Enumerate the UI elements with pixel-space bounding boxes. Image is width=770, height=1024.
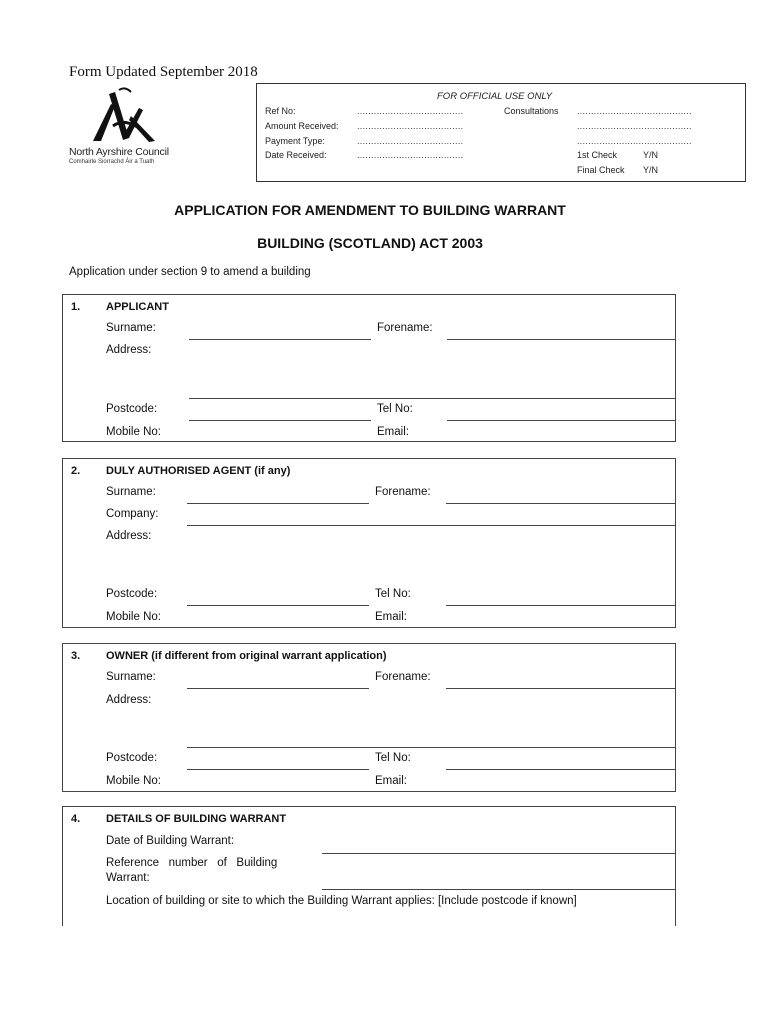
agent-postcode-field[interactable] [187,605,369,606]
agent-email-label: Email: [375,611,407,623]
owner-surname-field[interactable] [187,688,369,689]
payment-type-label: Payment Type: [265,136,325,146]
applicant-forename-field[interactable] [447,339,676,340]
agent-tel-field[interactable] [446,605,676,606]
warrant-reference-label: Reference number of Building [106,857,278,869]
section-applicant [62,294,676,442]
first-check-yn: Y/N [643,150,659,160]
owner-email-label: Email: [375,775,407,787]
owner-forename-field[interactable] [446,688,676,689]
section-1-title: APPLICANT [106,301,169,313]
applicant-address-field[interactable] [189,398,676,399]
act-title: BUILDING (SCOTLAND) ACT 2003 [257,235,483,251]
warrant-reference-label-2: Warrant: [106,872,150,884]
section-agent [62,458,676,628]
section-2-title: DULY AUTHORISED AGENT (if any) [106,465,291,477]
applicant-tel-label: Tel No: [377,403,413,415]
agent-forename-label: Forename: [375,486,431,498]
applicant-surname-label: Surname: [106,322,156,334]
applicant-surname-field[interactable] [189,339,371,340]
applicant-email-label: Email: [377,426,409,438]
official-use-box [256,83,746,182]
warrant-date-label: Date of Building Warrant: [106,835,235,847]
date-received-label: Date Received: [265,150,327,160]
ref-no-label: Ref No: [265,106,296,116]
owner-address-label: Address: [106,694,152,706]
warrant-reference-field[interactable] [322,889,676,890]
warrant-location-label: Location of building or site to which the Building Warrant applies: [Include postcode if known] [106,895,577,907]
first-check-label: 1st Check [577,150,618,160]
form-updated-date: Form Updated September 2018 [69,64,258,80]
owner-forename-label: Forename: [375,671,431,683]
agent-mobile-label: Mobile No: [106,611,161,623]
official-use-title: FOR OFFICIAL USE ONLY [437,91,553,102]
section-1-number: 1. [71,301,81,313]
owner-postcode-label: Postcode: [106,752,158,764]
section-owner [62,643,676,792]
main-title: APPLICATION FOR AMENDMENT TO BUILDING WARRANT [174,202,566,218]
owner-address-field[interactable] [187,747,676,748]
owner-mobile-label: Mobile No: [106,775,161,787]
section-4-number: 4. [71,813,81,825]
agent-tel-label: Tel No: [375,588,411,600]
final-check-yn: Y/N [643,165,659,175]
owner-surname-label: Surname: [106,671,156,683]
applicant-mobile-label: Mobile No: [106,426,161,438]
agent-surname-field[interactable] [187,503,369,504]
consultations-field-3: ......................................... [577,136,692,146]
applicant-postcode-field[interactable] [189,420,371,421]
warrant-date-field[interactable] [322,853,676,854]
owner-postcode-field[interactable] [187,769,369,770]
logo-gaelic-name: Comhairle Siorrachd Àir a Tuath [69,159,155,165]
date-received-field: ...................................... [357,150,464,160]
section-4-title: DETAILS OF BUILDING WARRANT [106,813,287,825]
section-subline: Application under section 9 to amend a building [69,266,311,278]
amount-received-field: ...................................... [357,121,464,131]
agent-postcode-label: Postcode: [106,588,158,600]
applicant-address-label: Address: [106,344,152,356]
section-2-number: 2. [71,465,81,477]
agent-forename-field[interactable] [446,503,676,504]
final-check-label: Final Check [577,165,625,175]
payment-type-field: ...................................... [357,136,464,146]
consultations-field-1: ......................................... [577,106,692,116]
owner-tel-field[interactable] [446,769,676,770]
agent-surname-label: Surname: [106,486,156,498]
section-warrant-details [62,806,676,926]
consultations-label: Consultations [504,106,559,116]
section-3-number: 3. [71,650,81,662]
applicant-tel-field[interactable] [447,420,676,421]
applicant-forename-label: Forename: [377,322,433,334]
consultations-field-2: ......................................... [577,121,692,131]
ref-no-field: ...................................... [357,106,464,116]
section-3-title: OWNER (if different from original warrant application) [106,650,387,662]
amount-received-label: Amount Received: [265,121,339,131]
owner-tel-label: Tel No: [375,752,411,764]
applicant-postcode-label: Postcode: [106,403,158,415]
agent-company-label: Company: [106,508,159,520]
agent-address-label: Address: [106,530,152,542]
logo-council-name: North Ayrshire Council [69,146,169,158]
agent-company-field[interactable] [187,525,676,526]
